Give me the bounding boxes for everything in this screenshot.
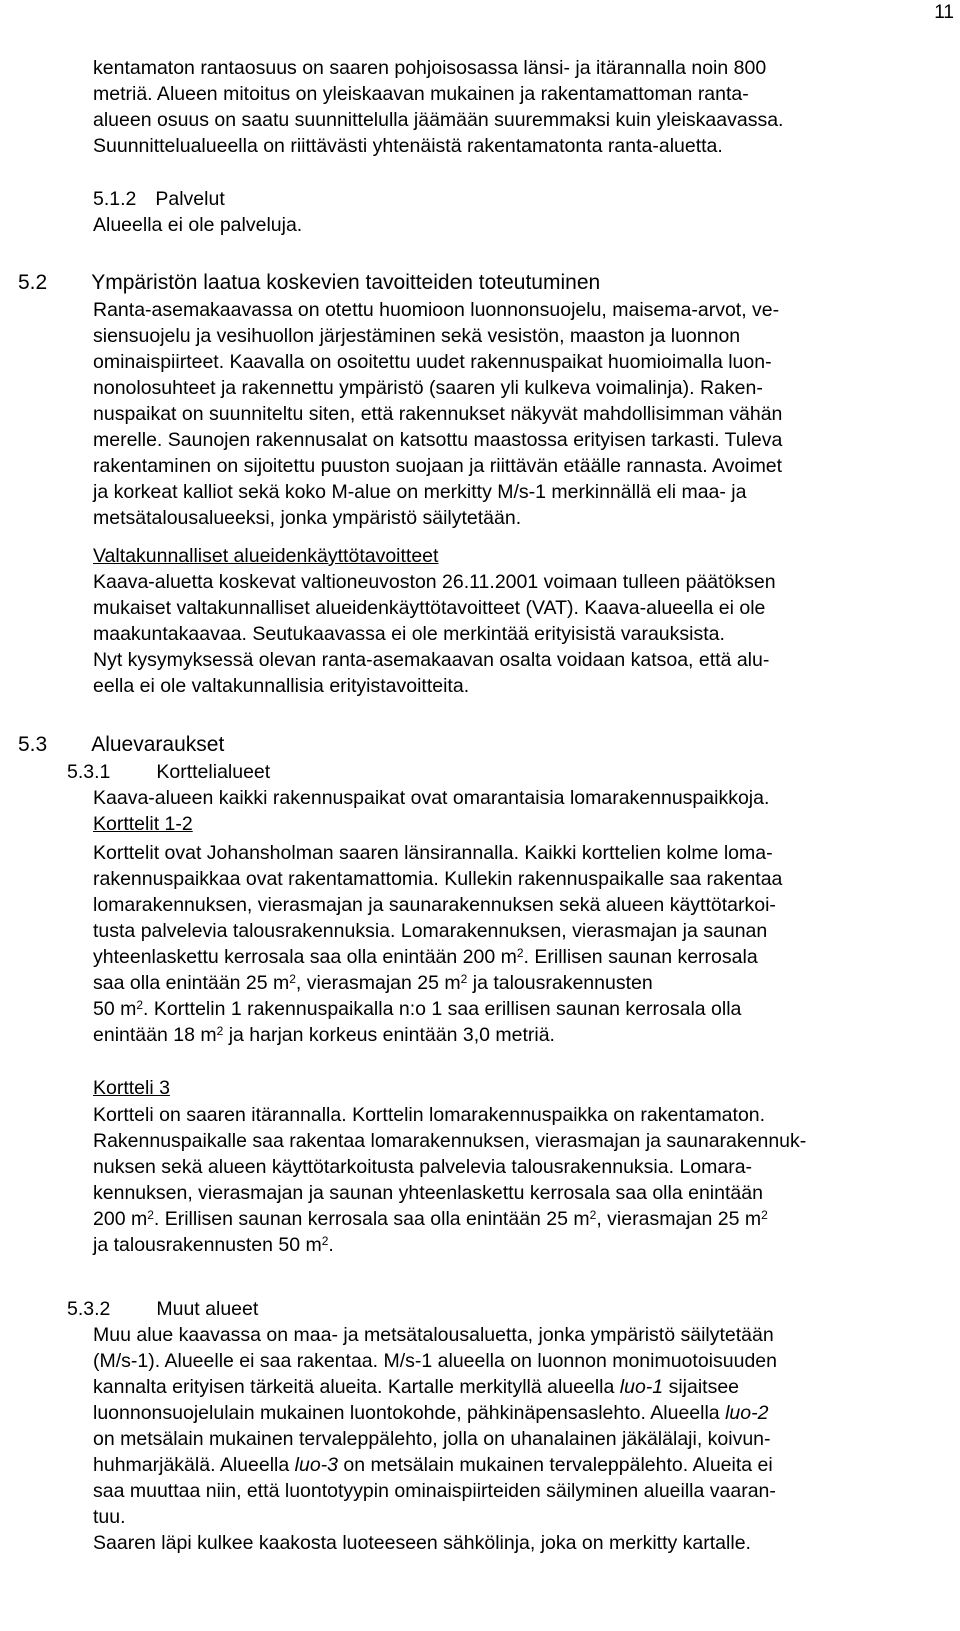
subheading-vat: Valtakunnalliset alueidenkäyttötavoitteet	[93, 545, 439, 567]
paragraph-line	[93, 1232, 334, 1258]
text-run: saa olla enintään 25 m	[93, 972, 290, 994]
page-number: 11	[934, 2, 954, 23]
text-run: . Korttelin 1 rakennuspaikalla n:o 1 saa erillisen saunan kerrosala olla	[143, 998, 742, 1020]
paragraph-line: nonolosuhteet ja rakennettu ympäristö (saaren yli kulkeva voimalinja). Raken-	[93, 377, 763, 399]
text-run: 50 m	[93, 998, 137, 1020]
area-code: luo-1	[619, 1376, 664, 1398]
text-run: ja harjan korkeus enintään 3,0 metriä.	[223, 1024, 555, 1046]
text-run: . Erillisen saunan kerrosala saa olla enintään 25 m	[153, 1208, 590, 1230]
subheading-kortteli-3: Kortteli 3	[93, 1077, 170, 1099]
section-title: Ympäristön laatua koskevien tavoitteiden toteutuminen	[91, 271, 601, 294]
section-heading-5-3-2	[67, 1296, 258, 1322]
paragraph-line	[93, 1374, 739, 1400]
text-run: , vierasmajan 25 m	[596, 1208, 762, 1230]
paragraph-line: siensuojelu ja vesihuollon järjestäminen sekä vesistön, maaston ja luonnon	[93, 325, 741, 347]
text-run: kannalta erityisen tärkeitä alueita. Kartalle merkityllä alueella	[93, 1376, 620, 1398]
section-title: Palvelut	[155, 188, 225, 210]
paragraph-line: rakennuspaikkaa ovat rakentamattomia. Kullekin rakennuspaikalle saa rakentaa	[93, 868, 783, 890]
paragraph-line	[93, 1022, 555, 1048]
section-title: Muut alueet	[156, 1298, 259, 1320]
text-run: .	[328, 1234, 334, 1256]
superscript: 2	[516, 946, 524, 960]
superscript: 2	[289, 972, 296, 986]
paragraph-line: kentamaton rantaosuus on saaren pohjoisosassa länsi- ja itärannalla noin 800	[93, 57, 767, 79]
text-run: sijaitsee	[663, 1376, 740, 1398]
paragraph-line: Saaren läpi kulkee kaakosta luoteeseen sähkölinja, joka on merkitty kartalle.	[93, 1532, 751, 1554]
text-run: ja talousrakennusten 50 m	[93, 1234, 322, 1256]
superscript: 2	[147, 1208, 154, 1222]
text-run: ja talousrakennusten	[467, 972, 653, 994]
paragraph-line: kennuksen, vierasmajan ja saunan yhteenlaskettu kerrosala saa olla enintään	[93, 1182, 763, 1204]
subheading-korttelit-1-2: Korttelit 1-2	[93, 813, 193, 835]
paragraph-line: ominaispiirteet. Kaavalla on osoitettu uudet rakennuspaikat huomioimalla luon-	[93, 351, 772, 373]
text-run: yhteenlaskettu kerrosala saa olla enintään 200 m	[93, 946, 517, 968]
paragraph-line	[93, 996, 741, 1022]
text-run: on metsälain mukainen tervaleppälehto. Alueita ei	[338, 1454, 773, 1476]
section-number: 5.1.2	[93, 188, 137, 210]
paragraph-line: on metsälain mukainen tervaleppälehto, jolla on uhanalainen jäkälälaji, koivun-	[93, 1428, 771, 1450]
superscript: 2	[216, 1024, 224, 1038]
section-number: 5.3.1	[67, 761, 111, 783]
section-title: Aluevaraukset	[91, 733, 225, 756]
paragraph-line: Alueella ei ole palveluja.	[93, 214, 303, 236]
superscript: 2	[136, 998, 144, 1012]
paragraph-line: metriä. Alueen mitoitus on yleiskaavan mukainen ja rakentamattoman ranta-	[93, 83, 749, 105]
paragraph-line: merelle. Saunojen rakennusalat on katsottu maastossa erityisen tarkasti. Tuleva	[93, 429, 783, 451]
paragraph-line: Ranta-asemakaavassa on otettu huomioon luonnonsuojelu, maisema-arvot, ve-	[93, 299, 780, 321]
section-heading-5-3-1	[67, 759, 270, 785]
paragraph-line: mukaiset valtakunnalliset alueidenkäyttötavoitteet (VAT). Kaava-alueella ei ole	[93, 597, 766, 619]
paragraph-line: tusta palvelevia talousrakennuksia. Lomarakennuksen, vierasmajan ja saunan	[93, 920, 768, 942]
paragraph-line: (M/s-1). Alueelle ei saa rakentaa. M/s-1 alueella on luonnon monimuotoisuuden	[93, 1350, 777, 1372]
section-number: 5.3.2	[67, 1298, 111, 1320]
text-run: . Erillisen saunan kerrosala	[523, 946, 758, 968]
paragraph-line: lomarakennuksen, vierasmajan ja saunarakennuksen sekä alueen käyttötarkoi-	[93, 894, 776, 916]
paragraph-line: maakuntakaavaa. Seutukaavassa ei ole merkintää erityisistä varauksista.	[93, 623, 725, 645]
paragraph-line: Rakennuspaikalle saa rakentaa lomarakennuksen, vierasmajan ja saunarakennuk-	[93, 1130, 807, 1152]
area-code: luo-3	[294, 1454, 339, 1476]
paragraph-line	[93, 1400, 768, 1426]
superscript: 2	[761, 1208, 768, 1222]
paragraph-line: tuu.	[93, 1506, 126, 1528]
paragraph-line	[93, 1452, 773, 1478]
paragraph-line: Muu alue kaavassa on maa- ja metsätalousaluetta, jonka ympäristö säilytetään	[93, 1324, 774, 1346]
paragraph-line: Korttelit ovat Johansholman saaren länsirannalla. Kaikki korttelien kolme loma-	[93, 842, 773, 864]
section-number: 5.3	[18, 733, 48, 756]
section-heading-5-2	[18, 270, 600, 296]
paragraph-line: ja korkeat kalliot sekä koko M-alue on merkitty M/s-1 merkinnällä eli maa- ja	[93, 481, 747, 503]
section-title: Korttelialueet	[156, 761, 271, 783]
area-code: luo-2	[725, 1402, 769, 1424]
paragraph-line	[93, 1206, 768, 1232]
paragraph-line: eella ei ole valtakunnallisia erityistavoitteita.	[93, 675, 470, 697]
text-run: luonnonsuojelulain mukainen luontokohde, pähkinäpensaslehto. Alueella	[93, 1402, 720, 1424]
paragraph-line: rakentaminen on sijoitettu puuston suojaan ja riittävän etäälle rannasta. Avoimet	[93, 455, 783, 477]
paragraph-line: Kaava-alueen kaikki rakennuspaikat ovat omarantaisia lomarakennuspaikkoja.	[93, 787, 770, 809]
paragraph-line: nuksen sekä alueen käyttötarkoitusta palvelevia talousrakennuksia. Lomara-	[93, 1156, 753, 1178]
paragraph-line: Nyt kysymyksessä olevan ranta-asemakaavan osalta voidaan katsoa, että alu-	[93, 649, 770, 671]
superscript: 2	[460, 972, 468, 986]
text-run: huhmarjäkälä. Alueella	[93, 1454, 295, 1476]
paragraph-line	[93, 944, 758, 970]
paragraph-line: Suunnittelualueella on riittävästi yhtenäistä rakentamatonta ranta-aluetta.	[93, 135, 723, 157]
text-run: enintään 18 m	[93, 1024, 217, 1046]
paragraph-line: metsätalousalueeksi, jonka ympäristö säilytetään.	[93, 507, 522, 529]
section-heading-5-3	[18, 732, 224, 758]
superscript: 2	[589, 1208, 597, 1222]
superscript: 2	[321, 1234, 329, 1248]
paragraph-line	[93, 970, 653, 996]
paragraph-line: saa muuttaa niin, että luontotyypin ominaispiirteiden säilyminen alueilla vaaran-	[93, 1480, 776, 1502]
text-run: , vierasmajan 25 m	[295, 972, 461, 994]
text-run: 200 m	[93, 1208, 148, 1230]
paragraph-line: alueen osuus on saatu suunnittelulla jäämään suuremmaksi kuin yleiskaavassa.	[93, 109, 784, 131]
section-number: 5.2	[18, 271, 48, 294]
paragraph-line: Kaava-aluetta koskevat valtioneuvoston 26.11.2001 voimaan tulleen päätöksen	[93, 571, 776, 593]
section-heading-5-1-2	[93, 186, 225, 212]
paragraph-line: nuspaikat on suunniteltu siten, että rakennukset näkyvät mahdollisimman vähän	[93, 403, 783, 425]
paragraph-line: Kortteli on saaren itärannalla. Korttelin lomarakennuspaikka on rakentamaton.	[93, 1104, 766, 1126]
